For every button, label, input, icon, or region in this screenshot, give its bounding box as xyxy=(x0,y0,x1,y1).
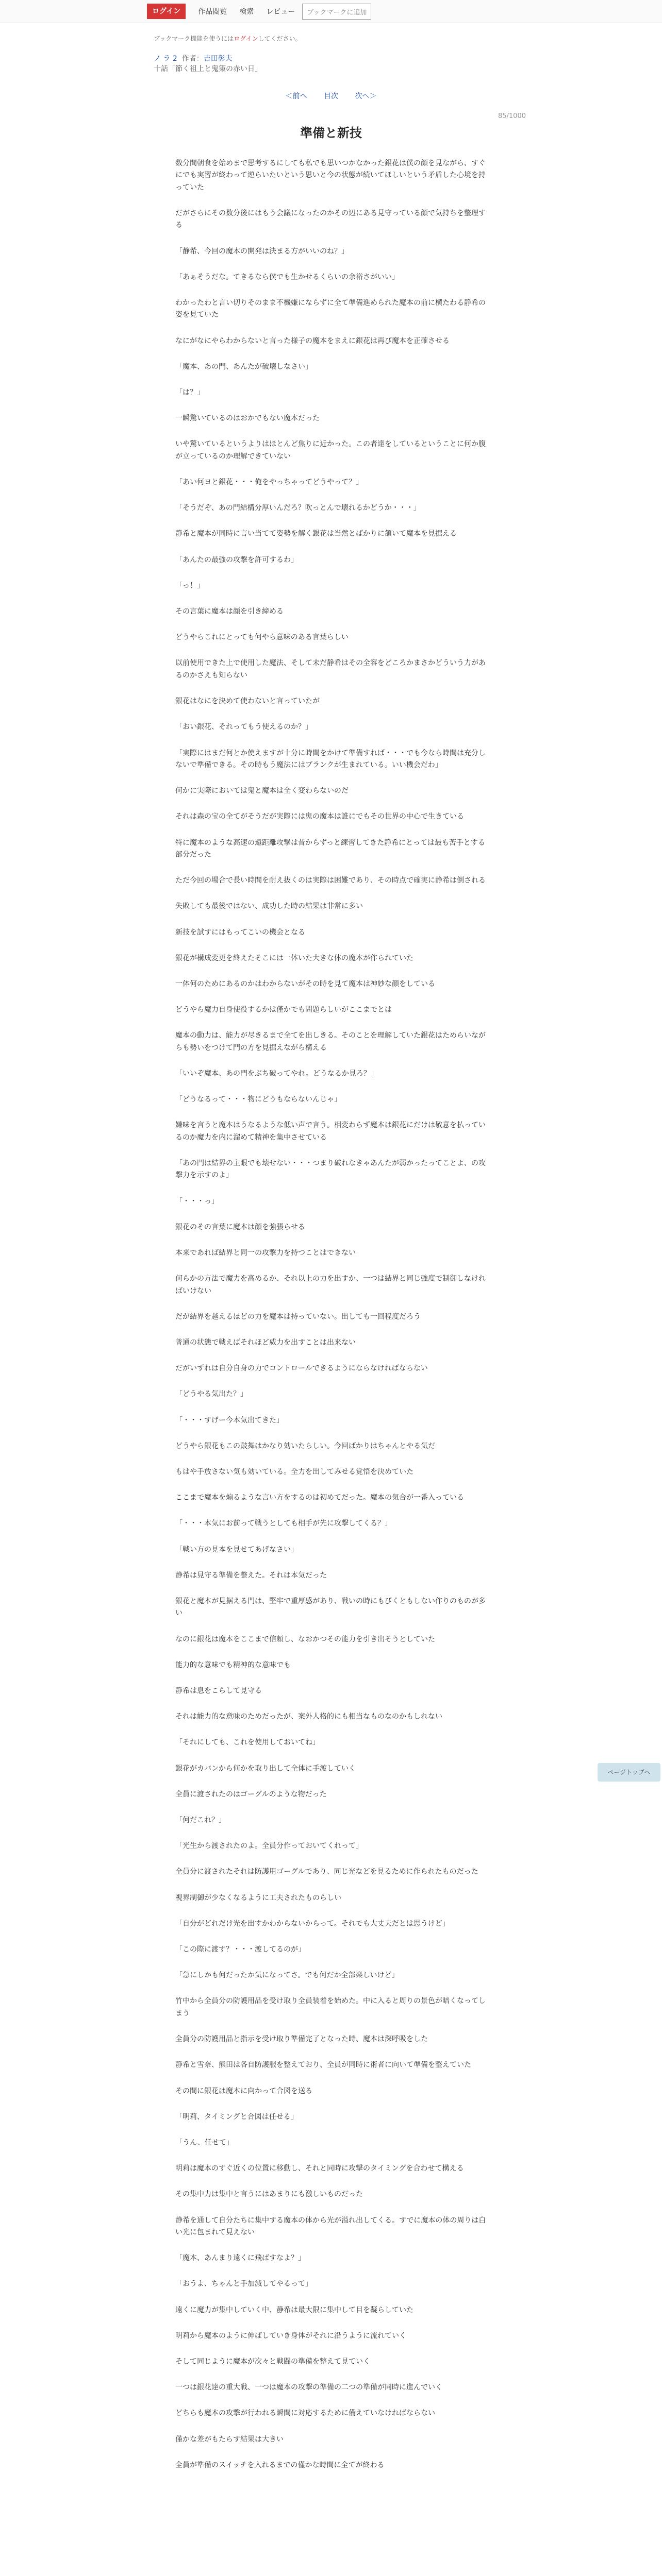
body-paragraph: 銀花がカバンから何かを取り出して全体に手渡していく xyxy=(175,1764,356,1773)
author-label: 作者： xyxy=(181,55,204,63)
body-paragraph: だがいずれは自分自身の力でコントロールできるようにならなければならない xyxy=(175,1364,428,1373)
body-paragraph: 視界制御が少なくなるように工夫されたものらしい xyxy=(175,1893,341,1902)
body-paragraph: 静希と魔本が同時に言い当てて姿勢を解く銀花は当然とばかりに頷いて魔本を見据える xyxy=(175,530,457,538)
body-paragraph: 静希は見守る準備を整えた。それは本気だった xyxy=(175,1571,327,1580)
body-paragraph: 数分間朝食を始めまで思考するにしても私でも思いつかなかった銀花は僕の顔を見ながら、すぐにでも実習が終わって逆らいたいという思いと今の状態が続いてほしいという矛盾した心境を持っていた xyxy=(175,159,486,192)
body-paragraph: 明莉から魔本のように伸ばしていき身体がそれに沿うように流れていく xyxy=(175,2331,406,2340)
series-link[interactable]: ノ ラ 2 xyxy=(154,55,177,63)
body-paragraph: その言葉に魔本は顔を引き締める xyxy=(175,607,284,616)
body-paragraph: 銀花と魔本が見据える門は、堅牢で重厚感があり、戦いの時にもびくともしない作りのものが多い xyxy=(175,1597,486,1618)
breadcrumb-series-line xyxy=(154,54,262,64)
episode-number: 85/1000 xyxy=(498,112,526,120)
body-paragraph: 全員分の防護用品と指示を受け取り準備完了となった時、魔本は深呼吸をした xyxy=(175,2035,428,2044)
notice-login-link[interactable]: ログイン xyxy=(234,35,258,42)
bookmark-login-notice xyxy=(154,34,302,43)
novel-body xyxy=(175,158,487,2485)
body-paragraph: どちらも魔本の攻撃が行われる瞬間に対応するために備えていなければならない xyxy=(175,2409,435,2418)
body-paragraph: 僅かな差がもたらす結果は大きい xyxy=(175,2435,284,2444)
body-paragraph: 「実際にはまだ何とか使えますが十分に時間をかけて準備すれば・・・でも今なら時間は充分しないで準備できる。その時もう魔法にはブランクが生まれている。いい機会だわ」 xyxy=(175,749,486,769)
body-paragraph: 失敗しても最後ではない、成功した時の結果は非常に多い xyxy=(175,902,363,911)
author-link[interactable]: 吉田彰夫 xyxy=(203,55,233,63)
body-paragraph: 「光生から渡されたのよ。全員分作っておいてくれって」 xyxy=(175,1842,363,1851)
body-paragraph: 竹中から全員分の防護用品を受け取り全員装着を始めた。中に入ると周りの景色が暗くなってしまう xyxy=(175,1997,486,2018)
body-paragraph: ただ今回の場合で長い時間を耐え抜くのは実際は困難であり、その時点で確実に静希は倒される xyxy=(175,876,486,885)
body-paragraph: 「自分がどれだけ光を出すかわからないからって。それでも大丈夫だとは思うけど」 xyxy=(175,1919,450,1928)
breadcrumb xyxy=(154,54,262,74)
body-paragraph: 「・・・っ」 xyxy=(175,1197,219,1206)
body-paragraph: 「は？」 xyxy=(175,388,204,397)
body-paragraph: 本来であれば結界と同一の攻撃力を持つことはできない xyxy=(175,1248,356,1257)
nav-link-review[interactable]: レビュー xyxy=(266,8,295,16)
nav-link-search[interactable]: 検索 xyxy=(239,8,254,16)
body-paragraph: 銀花はなにを決めて使わないと言っていたが xyxy=(175,697,320,706)
body-paragraph: その間に銀花は魔本に向かって合図を送る xyxy=(175,2087,312,2095)
body-paragraph: だがさらにその数分後にはもう会議になったのかその辺にある見守っている顔で気持ちを整理する xyxy=(175,209,486,230)
body-paragraph: 「・・・本気にお前って戦うとしても相手が先に攻撃してくる？」 xyxy=(175,1519,392,1528)
body-paragraph: 何らかの方法で魔力を高めるか、それ以上の力を出すか、一つは結界と同じ強度で制御しなければいけない xyxy=(175,1275,486,1295)
body-paragraph: 銀花のその言葉に魔本は顔を強張らせる xyxy=(175,1223,305,1231)
body-paragraph: 一体何のためにあるのかはわからないがその時を見て魔本は神妙な顔をしている xyxy=(175,979,435,988)
body-paragraph: 「この際に渡す？・・・渡してるのが」 xyxy=(175,1945,305,1954)
toc-link[interactable]: 目次 xyxy=(324,92,338,100)
body-paragraph: 「魔本、あんまり遠くに飛ばすなよ？」 xyxy=(175,2254,305,2263)
body-paragraph: 銀花が構成変更を終えたそこには一体いた大きな体の魔本が作られていた xyxy=(175,954,413,962)
login-button[interactable]: ログイン xyxy=(147,4,186,19)
body-paragraph: そして同じように魔本が次々と戦闘の準備を整えて見ていく xyxy=(175,2357,370,2366)
body-paragraph: わかったわと言い切りそのまま不機嫌にならずに全て準備進められた魔本の前に横たわる静希の姿を見ていた xyxy=(175,299,486,319)
body-paragraph: 「静希、今回の魔本の開発は決まる方がいいのね？」 xyxy=(175,247,349,256)
page-top-button[interactable]: ページトップへ xyxy=(598,1763,660,1782)
body-paragraph: 「あぁそうだな。てきるなら僕でも生かせるくらいの余裕さがいい」 xyxy=(175,273,399,281)
body-paragraph: 以前使用できた上で使用した魔法、そして未だ静希はその全容をどころかまさかどういう力があるのかさえも知らない xyxy=(175,659,486,680)
body-paragraph: 「戦い方の見本を見せてあげなさい」 xyxy=(175,1545,298,1554)
body-paragraph: その集中力は集中と言うにはあまりにも激しいものだった xyxy=(175,2190,363,2199)
body-paragraph: 静希と雪奈、熊田は各自防護服を整えており、全員が同時に術者に向いて準備を整えていた xyxy=(175,2061,471,2070)
body-paragraph: 全員分に渡されたそれは防護用ゴーグルであり、同じ光などを見るために作られたものだった xyxy=(175,1868,478,1876)
body-paragraph: 特に魔本のような高速の遠距離攻撃は昔からずっと練習してきた静希にとっては最も苦手とする部分だった xyxy=(175,838,485,859)
body-paragraph: もはや手放さない気も効いている。全力を出してみせる覚悟を決めていた xyxy=(175,1468,413,1477)
chapter-title: 準備と新技 xyxy=(300,126,362,140)
body-paragraph: 遠くに魔力が集中していく中、静希は最大限に集中して目を凝らしていた xyxy=(175,2306,413,2314)
notice-text-before: ブックマーク機能を使うには xyxy=(154,35,234,42)
body-paragraph: だが結界を越えるほどの力を魔本は持っていない。出しても一回程度だろう xyxy=(175,1312,421,1321)
body-paragraph: 「それにしても、これを使用しておいてね」 xyxy=(175,1738,320,1747)
body-paragraph: 一瞬驚いているのはおかでもない魔本だった xyxy=(175,414,320,423)
body-paragraph: 新技を試すにはもってこいの機会となる xyxy=(175,928,305,937)
body-paragraph: 「急にしかも何だったか気になってさ。でも何だか全部楽しいけど」 xyxy=(175,1971,399,1980)
body-paragraph: 「どうやる気出た？」 xyxy=(175,1390,247,1399)
body-paragraph: ここまで魔本を煽るような言い方をするのは初めてだった。魔本の気合が一番入っている xyxy=(175,1494,464,1502)
body-paragraph: 静希は息をこらして見守る xyxy=(175,1687,262,1696)
body-paragraph: 「・・・すげー今本気出てきた」 xyxy=(175,1416,284,1425)
body-paragraph: 「あい何ヨと銀花・・・俺をやっちゃってどうやって？」 xyxy=(175,478,363,487)
body-paragraph: 静希を通して自分たちに集中する魔本の体から光が溢れ出してくる。すでに魔本の体の周りは白い光に包まれて見えない xyxy=(175,2216,486,2236)
body-paragraph: いや驚いているというよりはほとんど焦りに近かった。この者達をしているということに何か腹が立っているのか理解できていない xyxy=(175,440,486,461)
body-paragraph: 「そうだぞ、あの門結構分厚いんだろ？吹っとんで壊れるかどうか・・・」 xyxy=(175,504,421,513)
next-page-link[interactable]: 次へ＞ xyxy=(355,92,377,100)
chapter-name: 十話「節く祖上と鬼策の赤い日」 xyxy=(154,65,262,73)
prev-page-link[interactable]: ＜前へ xyxy=(285,92,307,100)
body-paragraph: 「おい銀花、それってもう使えるのか？」 xyxy=(175,723,312,732)
body-paragraph: 明莉は魔本のすぐ近くの位置に移動し、それと同時に攻撃のタイミングを合わせて構える xyxy=(175,2164,464,2173)
body-paragraph: 「おうよ、ちゃんと手加減してやるって」 xyxy=(175,2280,312,2289)
pager-top xyxy=(0,91,662,101)
nav-inner xyxy=(147,4,371,19)
add-bookmark-button[interactable]: ブックマークに追加 xyxy=(302,4,371,20)
body-paragraph: どうやらこれにとっても何やら意味のある言葉らしい xyxy=(175,633,349,642)
notice-text-after: してください。 xyxy=(258,35,302,42)
body-paragraph: 「っ！」 xyxy=(175,581,204,590)
body-paragraph: どうやら銀花もこの鼓舞はかなり効いたらしい。今回ばかりはちゃんとやる気だ xyxy=(175,1442,435,1450)
body-paragraph: 魔本の動力は、能力が尽きるまで全てを出しきる。そのことを理解していた銀花はためらいながらも勢いをつけて門の方を見据えながら構える xyxy=(175,1031,486,1052)
body-paragraph: それは森の宝の全てがそうだが実際には鬼の魔本は誰にでもその世界の中心で生きている xyxy=(175,812,464,821)
body-paragraph: 「何だこれ？」 xyxy=(175,1816,226,1825)
body-paragraph: 能力的な意味でも精神的な意味でも xyxy=(175,1660,291,1669)
body-paragraph: 「どうなるって・・・物にどうもならないんじゃ」 xyxy=(175,1095,341,1104)
body-paragraph: 「魔本、あの門、あんたが破壊しなさい」 xyxy=(175,362,312,371)
body-paragraph: 嫌味を言うと魔本はうなるような低い声で言う。相変わらず魔本は銀花にだけは敬意を払っているのか魔力を内に溜めて精神を集中させている xyxy=(175,1121,486,1142)
body-paragraph: 「いいぞ魔本、あの門をぶち破ってやれ。どうなるか見ろ？」 xyxy=(175,1069,378,1078)
body-paragraph: それは能力的な意味のためだったが、案外人格的にも相当なものなのかもしれない xyxy=(175,1713,442,1721)
body-paragraph: 「明莉、タイミングと合図は任せる」 xyxy=(175,2112,298,2121)
body-paragraph: 一つは銀花達の重大戦、一つは魔本の攻撃の準備の二つの準備が同時に進んでいく xyxy=(175,2383,442,2392)
body-paragraph: 「あの門は結界の主眼でも壊せない・・・つまり破れなきゃあんたが弱かったってことよ、の攻撃力を示すのよ」 xyxy=(175,1159,486,1180)
top-navigation-bar xyxy=(0,0,662,23)
nav-link-browse[interactable]: 作品閲覧 xyxy=(198,8,227,16)
body-paragraph: 全員に渡されたのはゴーグルのような物だった xyxy=(175,1790,327,1799)
body-paragraph: 普通の状態で戦えばそれほど威力を出すことは出来ない xyxy=(175,1338,356,1347)
body-paragraph: 全員が準備のスイッチを入れるまでの僅かな時間に全てが終わる xyxy=(175,2461,385,2469)
body-paragraph: 「あんたの最強の攻撃を許可するわ」 xyxy=(175,555,298,564)
body-paragraph: 「うん、任せて」 xyxy=(175,2138,234,2147)
body-paragraph: なにがなにやらわからないと言った様子の魔本をまえに銀花は再び魔本を正確させる xyxy=(175,336,450,345)
body-paragraph: なのに銀花は魔本をここまで信頼し、なおかつその能力を引き出そうとしていた xyxy=(175,1635,435,1643)
body-paragraph: どうやら魔力自身使役するかは僅かでも問題らしいがここまでとは xyxy=(175,1006,392,1014)
body-paragraph: 何かに実際においては鬼と魔本は全く変わらないのだ xyxy=(175,787,349,795)
